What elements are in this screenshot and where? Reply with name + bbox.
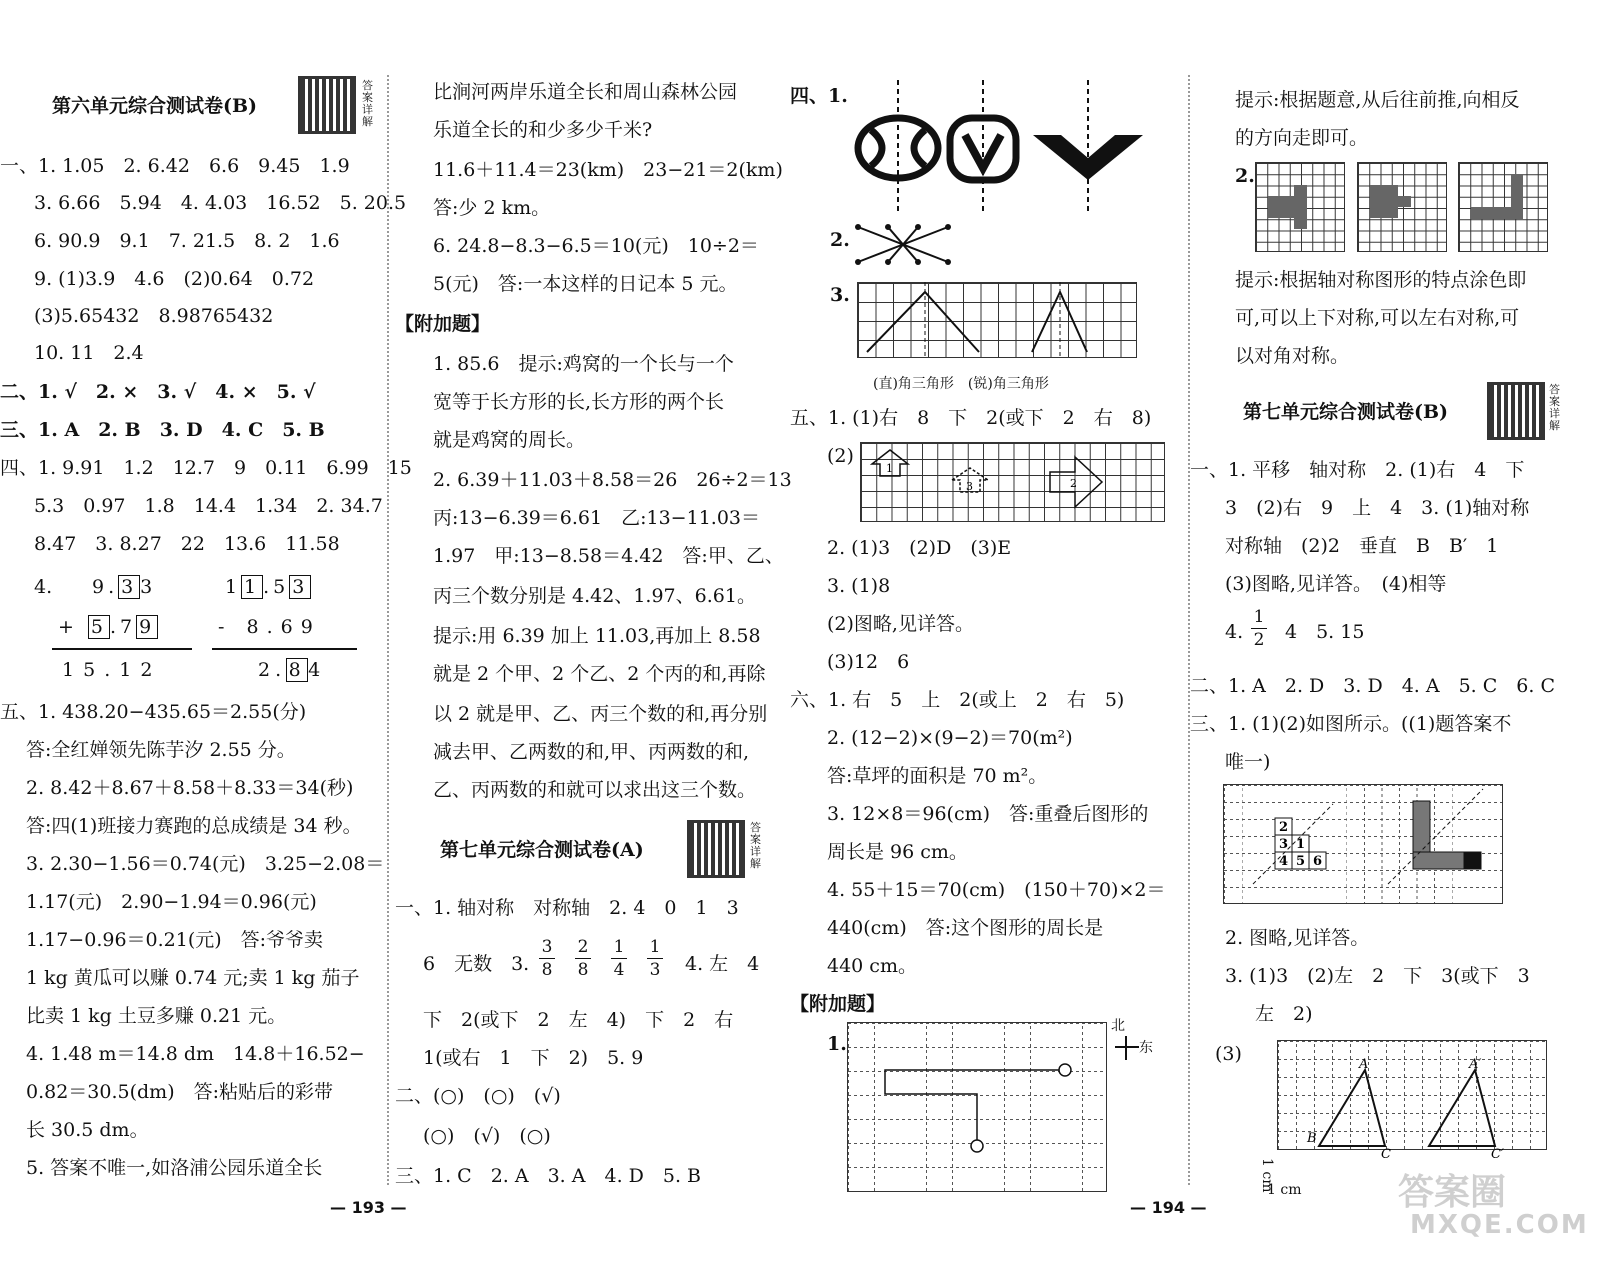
answer-line: 4.: [1225, 621, 1244, 643]
question-label: 2.: [1235, 165, 1255, 187]
answer-line: 对称轴 (2)2 垂直 B B′ 1: [1225, 535, 1499, 557]
svg-text:B: B: [1307, 1131, 1317, 1146]
answer-line: 4. 1.48 m＝14.8 dm 14.8＋16.52−: [26, 1043, 365, 1065]
scale-vertical: 1 cm: [1259, 1158, 1275, 1193]
answer-line: 三、1. A 2. B 3. D 4. C 5. B: [0, 419, 325, 441]
matching-lines: [853, 222, 963, 270]
calc-b-mid: - 8.69: [218, 616, 321, 638]
column-1: [0, 70, 412, 1190]
svg-text:4: 4: [1279, 854, 1289, 869]
shaded-cell: [1268, 196, 1294, 218]
translate-triangles: [1277, 1040, 1547, 1162]
fraction: 1 4: [611, 936, 627, 981]
answer-line: 六、1. 右 5 上 2(或上 2 右 5): [790, 689, 1125, 711]
answer-line: 3 (2)右 9 上 4 3. (1)轴对称: [1225, 497, 1530, 519]
answer-line: 1(或右 1 下 2) 5. 9: [423, 1047, 644, 1069]
column-3: [790, 70, 1200, 1190]
answer-line: 比涧河两岸乐道全长和周山森林公园: [433, 81, 738, 103]
answer-line: 4. 左 4: [685, 953, 760, 975]
answer-line: 乐道全长的和少多少千米?: [433, 119, 653, 141]
answer-line: 0.82＝30.5(dm) 答:粘贴后的彩带: [26, 1081, 334, 1103]
unit6-b-title: 第六单元综合测试卷(B): [52, 95, 258, 117]
calc-b-rule: [212, 648, 357, 650]
answer-line: (3)5.65432 8.98765432: [34, 305, 274, 327]
svg-text:1: 1: [886, 462, 893, 475]
svg-text:A′: A′: [1469, 1057, 1482, 1072]
calc-a-rule: [52, 648, 192, 650]
answer-line: 答:全红婵领先陈芋汐 2.55 分。: [26, 739, 296, 761]
answer-line: 440(cm) 答:这个图形的周长是: [827, 917, 1104, 939]
watermark-url: MXQE.COM: [1410, 1210, 1589, 1240]
page-number: — 193 —: [330, 1198, 407, 1217]
answer-line: 三、1. (1)(2)如图所示。((1)题答案不: [1190, 713, 1512, 735]
qr-code: [298, 76, 356, 134]
qr-label: 答案详解: [1549, 383, 1560, 432]
answer-line: 3. (1)3 (2)左 2 下 3(或下 3: [1225, 965, 1530, 987]
answer-line: 提示:根据题意,从后往前推,向相反: [1235, 89, 1520, 111]
answer-line: 2. (1)3 (2)D (3)E: [827, 537, 1012, 559]
answer-line: 下 2(或下 2 左 4) 下 2 右: [423, 1009, 734, 1031]
calc-a-result: 15.12: [62, 659, 162, 681]
answer-line: 提示:根据轴对称图形的特点涂色即: [1235, 269, 1527, 291]
answer-line: 1.97 甲:13−8.58＝4.42 答:甲、乙、: [433, 545, 784, 567]
question-label: 四、1.: [790, 85, 848, 107]
triangles: [857, 282, 1137, 358]
shaded-cell: [1294, 185, 1307, 229]
svg-text:C′: C′: [1491, 1147, 1504, 1162]
compass-north: 北: [1111, 1018, 1125, 1034]
svg-text:3: 3: [966, 480, 973, 493]
answer-line: 5.3 0.97 1.8 14.4 1.34 2. 34.7: [34, 495, 383, 517]
answer-line: 2. (12−2)×(9−2)＝70(m²): [827, 727, 1073, 749]
answer-line: 以对角对称。: [1235, 345, 1350, 367]
unit7-a-title: 第七单元综合测试卷(A): [440, 839, 644, 861]
answer-line: 的方向走即可。: [1235, 127, 1369, 149]
answer-line: 答:四(1)班接力赛跑的总成绩是 34 秒。: [26, 815, 362, 837]
answer-line: 5(元) 答:一本这样的日记本 5 元。: [433, 273, 738, 295]
unit7-b-title: 第七单元综合测试卷(B): [1243, 401, 1449, 423]
answer-line: 以 2 就是甲、乙、丙三个数的和,再分别: [433, 703, 768, 725]
answer-line: 6. 24.8−8.3−6.5＝10(元) 10÷2＝: [433, 235, 759, 257]
answer-line: 就是 2 个甲、2 个乙、2 个丙的和,再除: [433, 663, 766, 685]
svg-text:A: A: [1359, 1057, 1369, 1072]
column-divider: [387, 75, 390, 1185]
path-route: [847, 1022, 1107, 1192]
translation-figures: [860, 442, 1165, 522]
answer-line: 比卖 1 kg 土豆多赚 0.21 元。: [26, 1005, 287, 1027]
answer-line: 一、1. 平移 轴对称 2. (1)右 4 下: [1190, 459, 1525, 481]
answer-line: 2. 图略,见详答。: [1225, 927, 1370, 949]
calc-b-result: 2. 8 4: [258, 659, 326, 681]
answer-line: 左 2): [1255, 1003, 1313, 1025]
svg-text:2: 2: [1070, 477, 1077, 490]
shaded-cell: [1471, 207, 1511, 219]
answer-line: 6. 90.9 9.1 7. 21.5 8. 2 1.6: [34, 230, 340, 252]
answer-line: 二、(○) (○) (√): [395, 1085, 561, 1107]
fraction: 2 8: [575, 936, 591, 981]
page-number: — 194 —: [1130, 1198, 1207, 1217]
answer-line: 1 kg 黄瓜可以赚 0.74 元;卖 1 kg 茄子: [26, 967, 360, 989]
shaded-cell: [1511, 174, 1523, 219]
answer-line: 五、1. 438.20−435.65＝2.55(分): [0, 701, 307, 723]
svg-text:C: C: [1381, 1147, 1391, 1162]
fraction: 3 8: [539, 936, 555, 981]
answer-line: 二、1. A 2. D 3. D 4. A 5. C 6. C: [1190, 675, 1555, 697]
column-2: [395, 70, 795, 1190]
answer-line: 4. 55＋15＝70(cm) (150＋70)×2＝: [827, 879, 1166, 901]
answer-line: 五、1. (1)右 8 下 2(或下 2 右 8): [790, 407, 1152, 429]
answer-line: 1.17−0.96＝0.21(元) 答:爷爷卖: [26, 929, 324, 951]
answer-line: 4 5. 15: [1285, 621, 1365, 643]
answer-line: 二、1. √ 2. × 3. √ 4. × 5. √: [0, 381, 316, 403]
answer-line: 8.47 3. 8.27 22 13.6 11.58: [34, 533, 340, 555]
answer-line: 可,可以上下对称,可以左右对称,可: [1235, 307, 1520, 329]
answer-line: 长 30.5 dm。: [26, 1119, 149, 1141]
answer-line: (○) (√) (○): [423, 1125, 551, 1147]
answer-line: 三、1. C 2. A 3. A 4. D 5. B: [395, 1165, 702, 1187]
answer-line: 答:少 2 km。: [433, 197, 551, 219]
answer-line: 5. 答案不唯一,如洛浦公园乐道全长: [26, 1157, 323, 1179]
question-label: 2.: [830, 229, 850, 251]
fraction: 1 2: [1251, 606, 1267, 651]
answer-line: 440 cm。: [827, 955, 917, 977]
section-heading: 【附加题】: [790, 993, 886, 1015]
calc-b-top: 1 1 .5 3: [225, 575, 311, 599]
answer-line: 宽等于长方形的长,长方形的两个长: [433, 391, 725, 413]
shaded-cell: [1398, 196, 1411, 207]
shaded-cell: [1370, 185, 1398, 218]
answer-line: 3. 2.30−1.56＝0.74(元) 3.25−2.08＝: [26, 853, 385, 875]
answer-line: 10. 11 2.4: [34, 342, 144, 364]
svg-text:5: 5: [1296, 854, 1306, 869]
question-label: 1.: [827, 1033, 847, 1055]
answer-line: 四、1. 9.91 1.2 12.7 9 0.11 6.99 15: [0, 457, 412, 479]
answer-line: 2. 8.42＋8.67＋8.58＋8.33＝34(秒): [26, 777, 354, 799]
answer-line: 唯一): [1225, 751, 1271, 773]
triangle-caption: (直)角三角形 (锐)角三角形: [873, 376, 1049, 392]
answer-line: (2)图略,见详答。: [827, 613, 974, 635]
answer-line: (2): [827, 445, 854, 467]
answer-line: 11.6＋11.4＝23(km) 23−21＝2(km): [433, 159, 783, 181]
symmetry-figures: [1223, 784, 1503, 904]
qr-label: 答案详解: [362, 79, 373, 128]
answer-line: 1.17(元) 2.90−1.94＝0.96(元): [26, 891, 317, 913]
answer-line: 答:草坪的面积是 70 m²。: [827, 765, 1048, 787]
qr-code: [1487, 382, 1545, 440]
watermark-logo: 答案圈: [1398, 1172, 1507, 1213]
symmetric-figures: [853, 80, 1153, 220]
answer-line: 一、1. 1.05 2. 6.42 6.6 9.45 1.9: [0, 155, 350, 177]
calc-a-mid: + 5 .7 9: [58, 615, 158, 639]
answer-line: 6 无数 3.: [423, 953, 530, 975]
answer-line: 3. 6.66 5.94 4. 4.03 16.52 5. 20.5: [34, 192, 407, 214]
answer-line: 提示:用 6.39 加上 11.03,再加上 8.58: [433, 625, 761, 647]
calc-label: 4.: [34, 576, 53, 598]
answer-line: (3)图略,见详答。 (4)相等: [1225, 573, 1447, 595]
answer-line: 一、1. 轴对称 对称轴 2. 4 0 1 3: [395, 897, 739, 919]
answer-line: 就是鸡窝的周长。: [433, 429, 586, 451]
qr-code: [687, 820, 745, 878]
answer-line: 乙、丙两数的和就可以求出这三个数。: [433, 779, 757, 801]
section-heading: 【附加题】: [395, 313, 491, 335]
scale-horizontal: 1 cm: [1267, 1182, 1302, 1198]
answer-line: 9. (1)3.9 4.6 (2)0.64 0.72: [34, 268, 315, 290]
answer-line: (3): [1215, 1043, 1242, 1065]
answer-line: 周长是 96 cm。: [827, 841, 968, 863]
answer-line: 3. (1)8: [827, 575, 891, 597]
calc-a-top: 9. 3 3: [92, 576, 157, 598]
qr-label: 答案详解: [750, 821, 761, 870]
compass-east: 东: [1139, 1040, 1153, 1056]
fraction: 1 3: [647, 936, 663, 981]
svg-text:3: 3: [1279, 837, 1289, 852]
answer-line: 丙三个数分别是 4.42、1.97、6.61。: [433, 585, 756, 607]
answer-line: 丙:13−6.39＝6.61 乙:13−11.03＝: [433, 507, 760, 529]
question-label: 3.: [830, 284, 850, 306]
svg-text:1: 1: [1296, 837, 1306, 852]
svg-text:2: 2: [1279, 820, 1289, 835]
answer-line: 2. 6.39＋11.03＋8.58＝26 26÷2＝13: [433, 469, 792, 491]
answer-line: 1. 85.6 提示:鸡窝的一个长与一个: [433, 353, 734, 375]
answer-line: 3. 12×8＝96(cm) 答:重叠后图形的: [827, 803, 1149, 825]
svg-text:6: 6: [1313, 854, 1323, 869]
answer-line: (3)12 6: [827, 651, 910, 673]
answer-line: 减去甲、乙两数的和,甲、丙两数的和,: [433, 741, 750, 763]
